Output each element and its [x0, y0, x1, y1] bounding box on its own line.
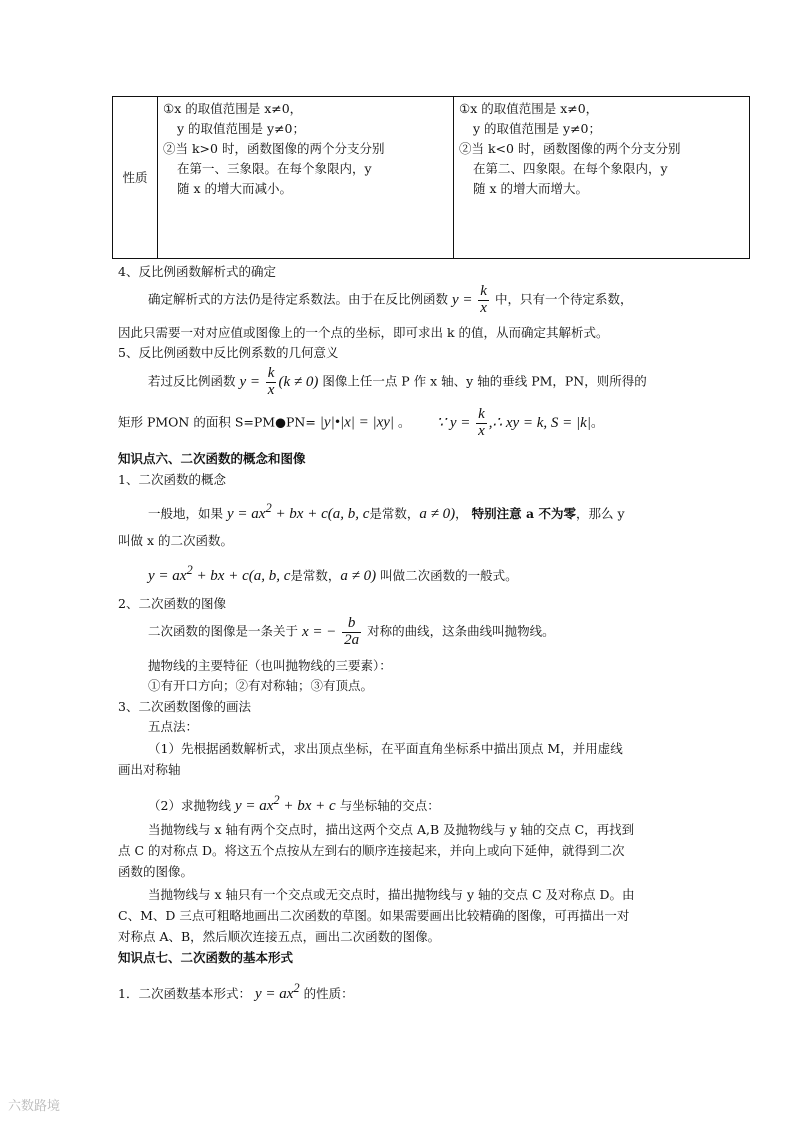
- formula-area: |y|•|x| = |xy|: [319, 414, 395, 431]
- text: 一般地，如果: [148, 506, 224, 521]
- definition-line-1: 一般地，如果 $y = ax^2$ + bx + c(a, b, c是常数，a ≠ 0)， 特别注意 a 不为零，那么 y: [148, 501, 625, 522]
- cell-line: 随 x 的增大而增大。: [473, 181, 588, 196]
- section-5-heading: 5、反比例函数中反比例系数的几何意义: [118, 345, 339, 360]
- case-two-intersections-line-2: 点 C 的对称点 D。将这五个点按从左到右的顺序连接起来，并向上或向下延伸，就得到二次: [118, 843, 625, 858]
- table-cell-k-negative: [454, 97, 750, 259]
- text: 中，只有一个待定系数，: [494, 291, 633, 307]
- section-4-paragraph-line-1: [148, 284, 632, 317]
- text: 确定解析式的方法仍是待定系数法。由于在反比例函数: [148, 291, 449, 307]
- section-5-paragraph-line-1: [148, 366, 647, 399]
- parabola-features-line: 抛物线的主要特征（也叫抛物线的三要素）：: [148, 658, 392, 673]
- text: 与坐标轴的交点：: [339, 798, 440, 813]
- formula-basic-form: $y = ax^2$: [254, 981, 300, 1002]
- formula-quadratic: $y = ax^2$ + bx + c(a, b, c: [227, 501, 370, 522]
- basic-form-line: [118, 980, 354, 1005]
- case-two-intersections-line-1: 当抛物线与 x 轴有两个交点时，描出这两个交点 A,B 及抛物线与 y 轴的交点 C，再找到: [148, 822, 635, 837]
- cell-line: y 的取值范围是 y≠0；: [473, 121, 601, 136]
- text: 图像上任一点 P 作 x 轴、y 轴的垂线 PM，PN，则所得的: [322, 373, 647, 389]
- text: 的性质：: [303, 986, 354, 1001]
- cell-line: ①x 的取值范围是 x≠0，: [459, 101, 599, 116]
- text: 1．二次函数基本形式：: [118, 986, 251, 1001]
- text: 对称的曲线，这条曲线叫抛物线。: [367, 623, 555, 639]
- text: 叫做二次函数的一般式。: [380, 568, 518, 583]
- cell-line: ②当 k<0 时，函数图像的两个分支分别: [459, 141, 681, 156]
- formula-area-derivation: ∵ y = $\frac{k}{x}$ ,∴ xy = k, S = |k|: [436, 406, 591, 439]
- formula-parabola: $y = ax^2$ + bx + c: [234, 793, 336, 814]
- definition-line-2: 叫做 x 的二次函数。: [118, 533, 233, 548]
- case-one-intersection-line-2: C、M、D 三点可粗略地画出二次函数的草图。如果需要画出比较精确的图像，可再描出一对: [118, 908, 630, 923]
- text: PN=: [285, 414, 316, 430]
- cell-line: 在第二、四象限。在每个象限内，y: [473, 161, 668, 176]
- case-two-intersections-line-3: 函数的图像。: [118, 864, 194, 879]
- case-one-intersection-line-1: 当抛物线与 x 轴只有一个交点或无交点时，描出抛物线与 y 轴的交点 C 及对称点 D。由: [148, 887, 635, 902]
- axis-of-symmetry-line: [148, 616, 555, 649]
- subsection-3-heading: 3、二次函数图像的画法: [118, 699, 251, 714]
- step-1-line-2: 画出对称轴: [118, 762, 181, 777]
- table-label: 性质: [113, 97, 158, 259]
- five-point-method-label: 五点法：: [148, 719, 199, 734]
- formula-a-nonzero: a ≠ 0): [340, 568, 377, 584]
- section-4-paragraph-line-2: 因此只需要一对对应值或图像上的一个点的坐标，即可求出 k 的值，从而确定其解析式。: [118, 325, 609, 340]
- text: 二次函数的图像是一条关于: [148, 623, 299, 639]
- formula-a-nonzero: a ≠ 0): [419, 506, 456, 522]
- knowledge-point-7-heading: 知识点七、二次函数的基本形式: [118, 950, 294, 965]
- step-1-line-1: （1）先根据函数解析式，求出顶点坐标，在平面直角坐标系中描出顶点 M，并用虚线: [148, 741, 623, 756]
- emphasis-note: 特别注意 a 不为零: [471, 506, 576, 521]
- text: 。: [590, 414, 604, 430]
- text: （2）求抛物线: [148, 798, 231, 813]
- case-one-intersection-line-3: 对称点 A、B，然后顺次连接五点，画出二次函数的图像。: [118, 929, 441, 944]
- cell-line: ②当 k>0 时，函数图像的两个分支分别: [163, 141, 385, 156]
- text: 是常数，: [290, 568, 341, 583]
- section-5-paragraph-line-2: [118, 407, 603, 440]
- bullet-icon: ●: [275, 414, 286, 430]
- knowledge-point-6-heading: 知识点六、二次函数的概念和图像: [118, 451, 306, 466]
- cell-line: 在第一、三象限。在每个象限内，y: [177, 161, 372, 176]
- text: 。: [398, 414, 411, 430]
- general-form-line: [148, 562, 518, 587]
- formula-inverse-function-k: y = $\frac{k}{x}$ (k ≠ 0): [239, 365, 319, 398]
- text: ，那么 y: [575, 506, 625, 521]
- subsection-1-heading: 1、二次函数的概念: [118, 472, 226, 487]
- properties-table: [112, 96, 750, 259]
- text: 矩形 PMON 的面积 S=PM: [118, 414, 276, 430]
- step-2-line: [148, 792, 440, 817]
- formula-axis: x = − $\frac{b}{2a}$: [302, 615, 360, 648]
- cell-line: ①x 的取值范围是 x≠0，: [163, 101, 303, 116]
- text: 若过反比例函数: [148, 373, 236, 389]
- subsection-2-heading: 2、二次函数的图像: [118, 596, 226, 611]
- cell-line: 随 x 的增大而减小。: [177, 181, 292, 196]
- parabola-elements-line: ①有开口方向；②有对称轴；③有顶点。: [148, 678, 374, 693]
- section-4-heading: 4、反比例函数解析式的确定: [118, 264, 276, 279]
- formula-inverse-function: y = $\frac{k}{x}$: [452, 283, 487, 316]
- table-cell-k-positive: [158, 97, 454, 259]
- formula-quadratic-general: $y = ax^2$ + bx + c(a, b, c: [148, 563, 291, 584]
- watermark: 六数路境: [8, 1099, 61, 1114]
- text: 是常数，: [369, 506, 420, 521]
- cell-line: y 的取值范围是 y≠0；: [177, 121, 305, 136]
